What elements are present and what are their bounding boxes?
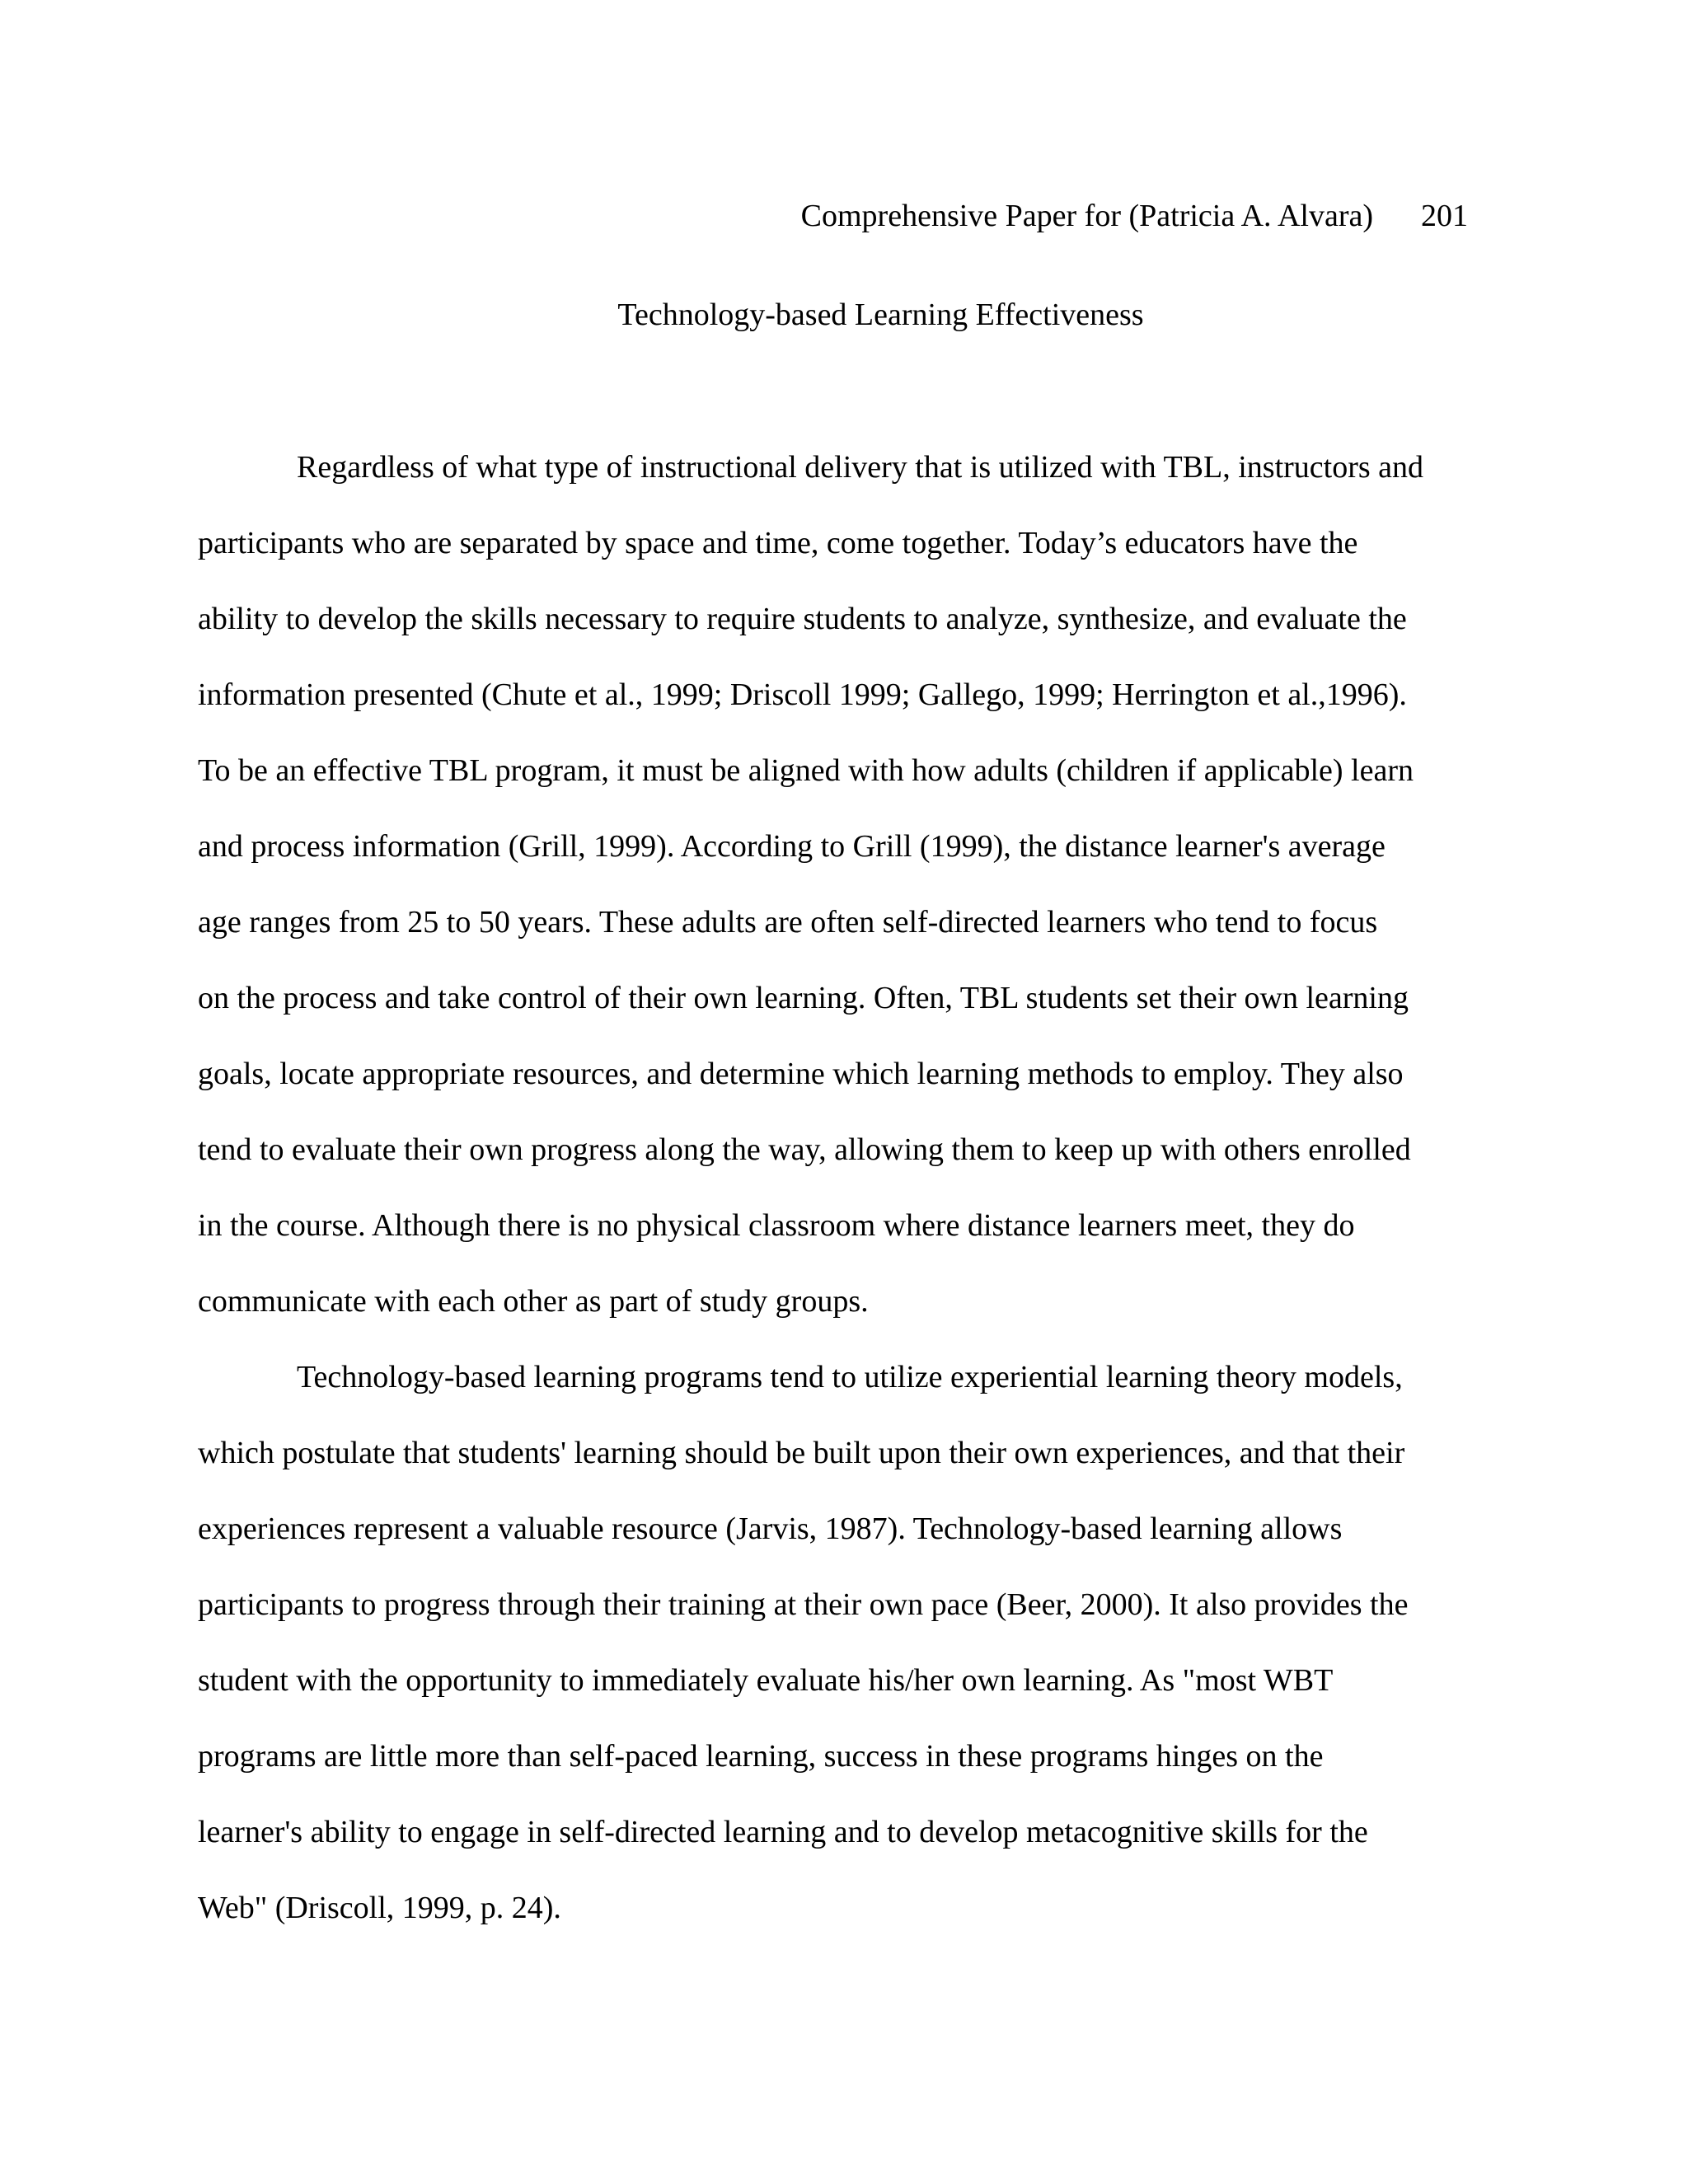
text-line: on the process and take control of their own learning. Often, TBL students set their own learning <box>198 981 1409 1015</box>
document-title: Technology-based Learning Effectiveness <box>617 298 1144 332</box>
text-line: experiences represent a valuable resource (Jarvis, 1987). Technology-based learning allows <box>198 1511 1343 1546</box>
body-text <box>198 443 1474 1959</box>
running-head-text: Comprehensive Paper for (Patricia A. Alvara) <box>800 199 1373 233</box>
text-line: To be an effective TBL program, it must be aligned with how adults (children if applicable) learn <box>198 753 1414 788</box>
text-line: information presented (Chute et al., 1999; Driscoll 1999; Gallego, 1999; Herrington et al.,1996). <box>198 677 1407 712</box>
paragraph-1 <box>198 443 1474 1352</box>
text-line: which postulate that students' learning should be built upon their own experiences, and that their <box>198 1436 1405 1470</box>
text-line: Technology-based learning programs tend to utilize experiential learning theory models, <box>297 1360 1403 1394</box>
text-line: student with the opportunity to immediately evaluate his/her own learning. As "most WBT <box>198 1663 1334 1698</box>
text-line: programs are little more than self-paced learning, success in these programs hinges on the <box>198 1739 1324 1774</box>
text-line: communicate with each other as part of study groups. <box>198 1284 869 1319</box>
text-line: and process information (Grill, 1999). According to Grill (1999), the distance learner's average <box>198 829 1386 864</box>
page-number: 201 <box>1421 199 1468 233</box>
text-line: participants to progress through their training at their own pace (Beer, 2000). It also provides the <box>198 1587 1409 1622</box>
text-line: ability to develop the skills necessary to require students to analyze, synthesize, and evaluate the <box>198 602 1407 636</box>
text-line: goals, locate appropriate resources, and determine which learning methods to employ. They also <box>198 1057 1404 1091</box>
text-line: in the course. Although there is no physical classroom where distance learners meet, they do <box>198 1208 1355 1243</box>
paragraph-2 <box>198 1352 1474 1959</box>
text-line: age ranges from 25 to 50 years. These adults are often self-directed learners who tend to focus <box>198 905 1378 940</box>
text-line: learner's ability to engage in self-directed learning and to develop metacognitive skills for the <box>198 1815 1368 1849</box>
text-line: Web" (Driscoll, 1999, p. 24). <box>198 1891 561 1925</box>
text-line: tend to evaluate their own progress along the way, allowing them to keep up with others enrolled <box>198 1132 1411 1167</box>
running-head <box>801 196 1468 236</box>
text-line: Regardless of what type of instructional delivery that is utilized with TBL, instructors and <box>297 450 1424 485</box>
text-line: participants who are separated by space and time, come together. Today’s educators have the <box>198 526 1358 560</box>
